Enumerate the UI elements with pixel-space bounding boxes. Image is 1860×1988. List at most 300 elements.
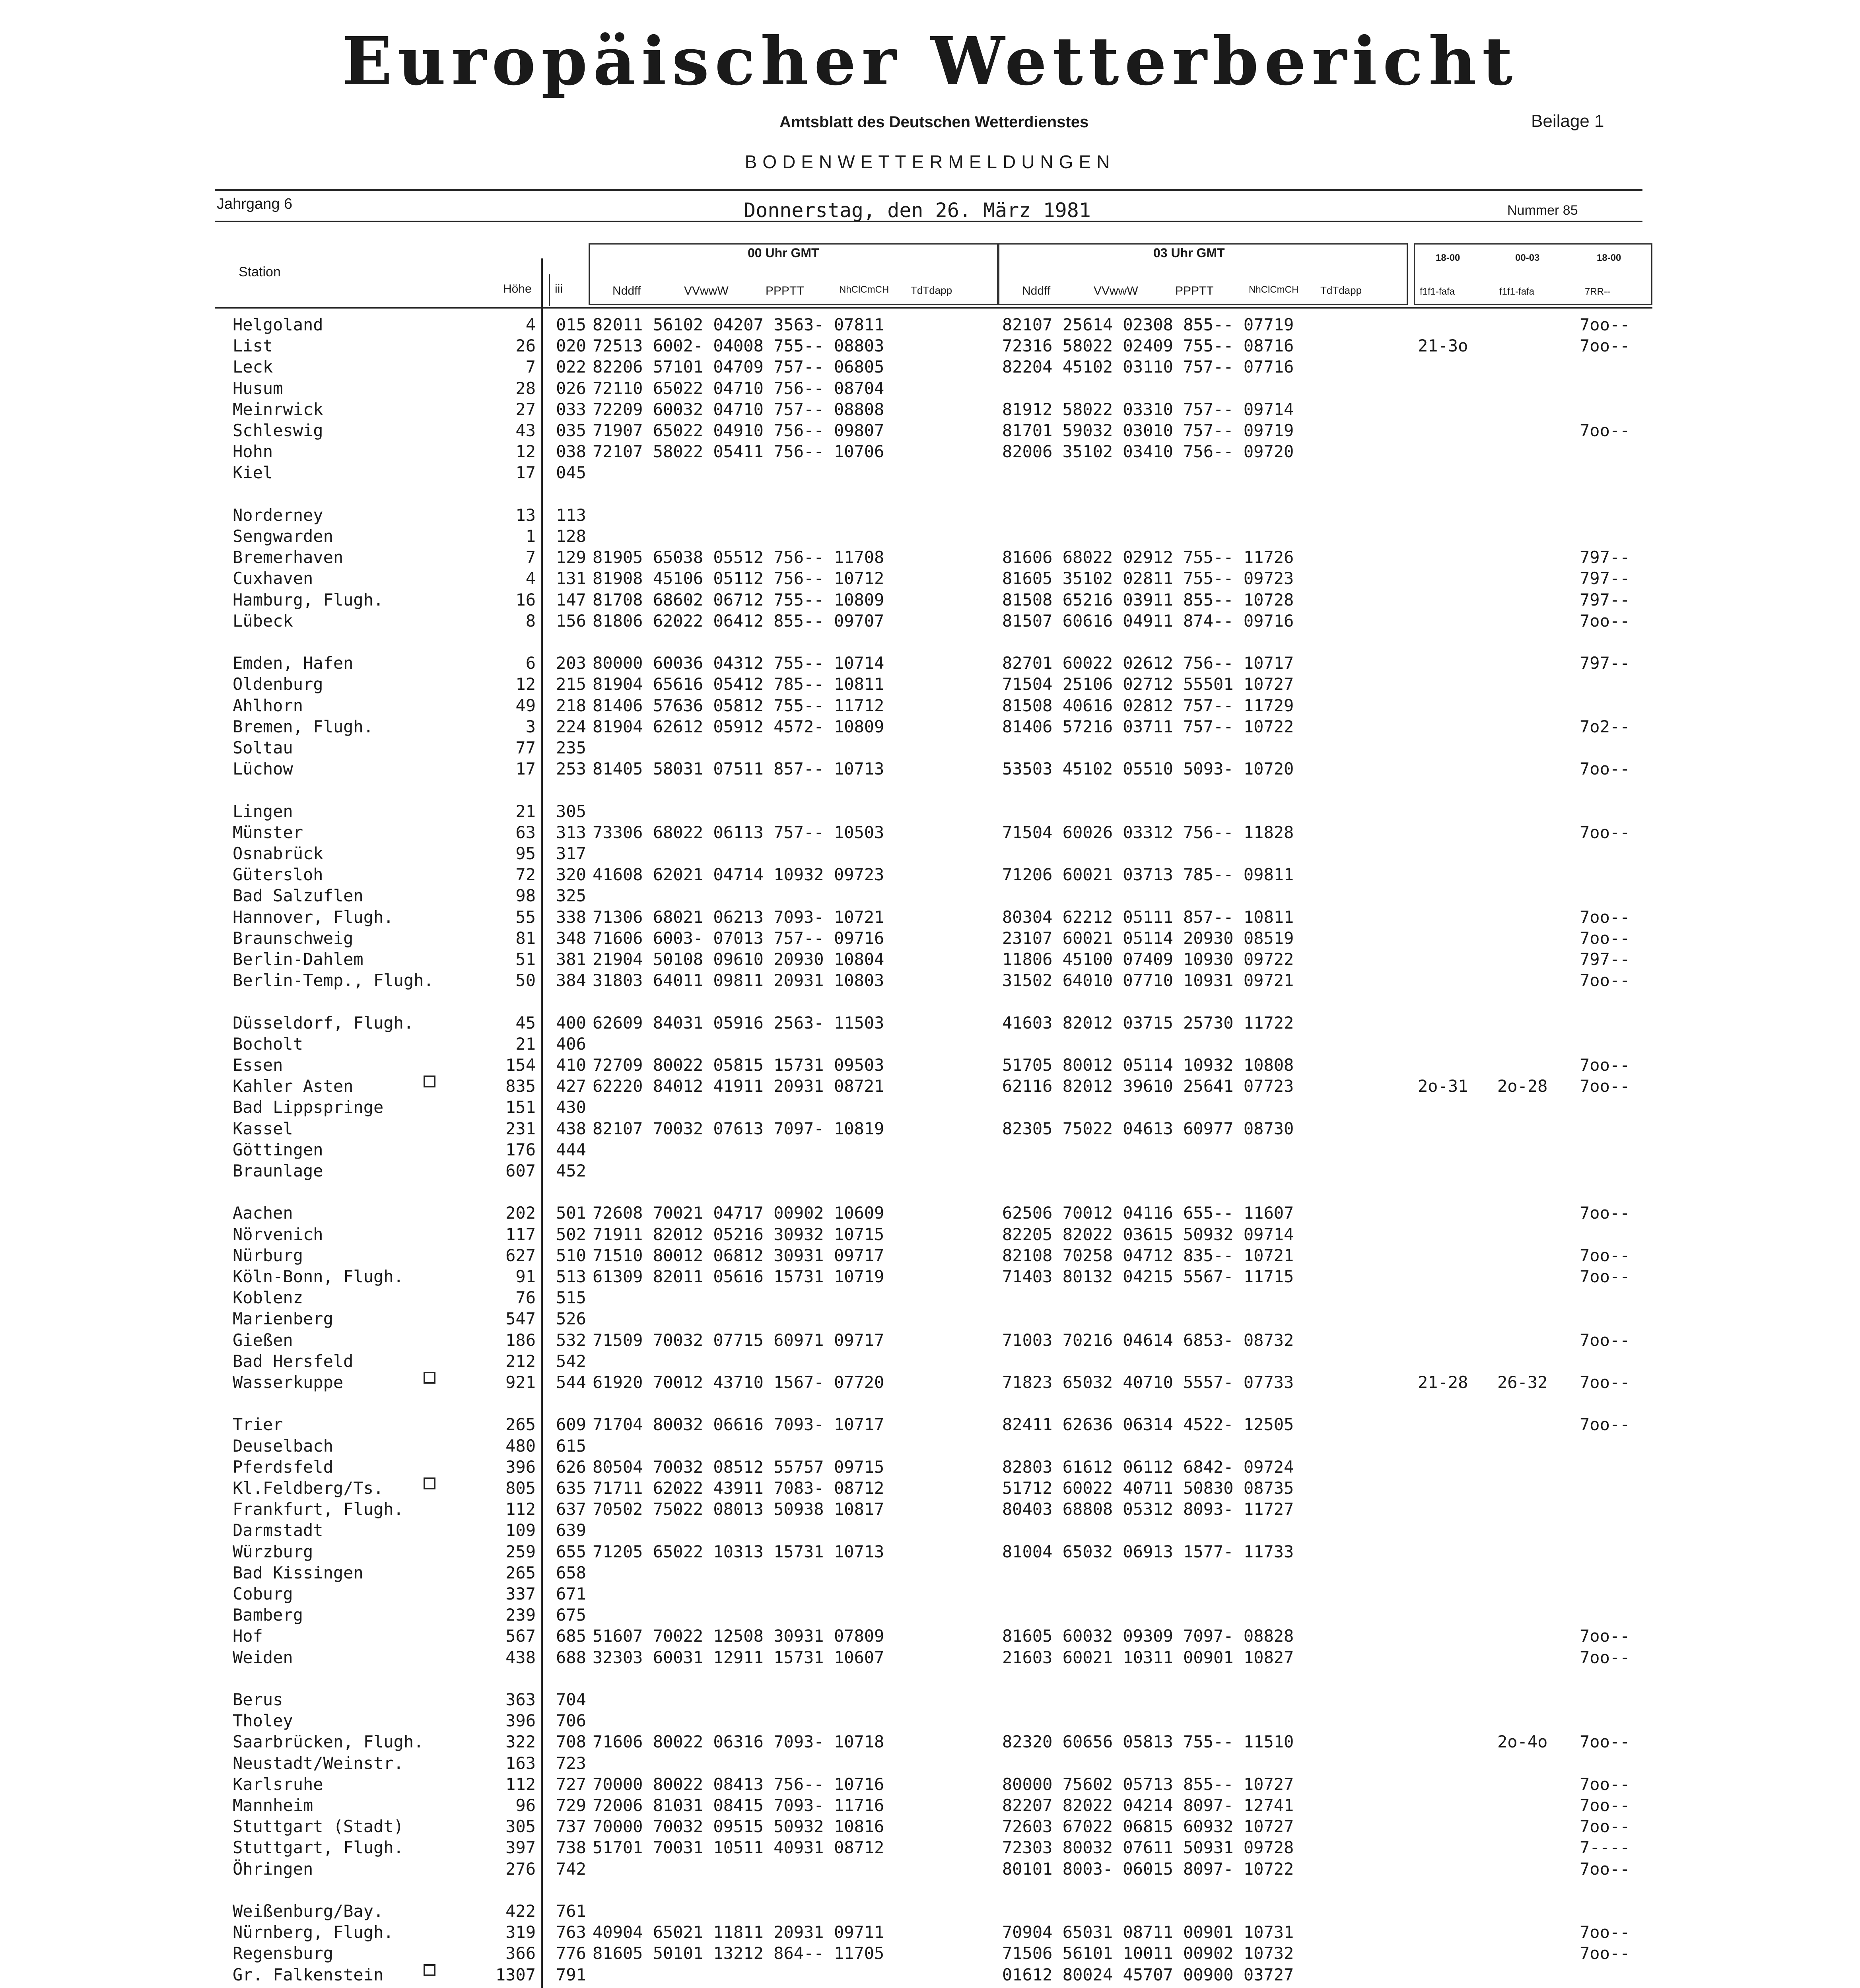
station-name: Kiel bbox=[233, 463, 273, 483]
obs-00-gmt: 81708 68602 06712 755-- 10809 bbox=[593, 590, 884, 610]
station-name: Stuttgart, Flugh. bbox=[233, 1838, 404, 1858]
station-index: 410 bbox=[556, 1055, 586, 1075]
station-name: Lingen bbox=[233, 801, 293, 821]
g00-col-ppptt: PPPTT bbox=[766, 284, 804, 297]
station-name: Braunlage bbox=[233, 1161, 323, 1180]
table-row bbox=[0, 907, 1860, 928]
table-row bbox=[0, 441, 1860, 462]
station-height: 12 bbox=[515, 442, 536, 462]
hoehe-divider bbox=[549, 274, 550, 306]
table-row bbox=[0, 758, 1860, 779]
obs-03-gmt: 72603 67022 06815 60932 10727 bbox=[1002, 1817, 1294, 1837]
precip-18-00: 7oo-- bbox=[1580, 1267, 1630, 1286]
station-height: 438 bbox=[505, 1647, 536, 1667]
station-name: Düsseldorf, Flugh. bbox=[233, 1013, 414, 1033]
obs-03-gmt: 11806 45100 07409 10930 09722 bbox=[1002, 949, 1294, 969]
precip-18-00: 7oo-- bbox=[1580, 421, 1630, 440]
station-height: 921 bbox=[505, 1373, 536, 1392]
table-row bbox=[0, 652, 1860, 674]
obs-00-gmt: 81908 45106 05112 756-- 10712 bbox=[593, 569, 884, 588]
precip-18-00: 7oo-- bbox=[1580, 336, 1630, 356]
obs-03-gmt: 71003 70216 04614 6853- 08732 bbox=[1002, 1330, 1294, 1350]
station-height: 49 bbox=[515, 695, 536, 715]
station-height: 4 bbox=[525, 569, 536, 588]
table-row bbox=[0, 1689, 1860, 1710]
station-height: 422 bbox=[505, 1901, 536, 1921]
station-name: Lüchow bbox=[233, 759, 293, 779]
station-name: Darmstadt bbox=[233, 1520, 323, 1540]
obs-03-gmt: 71506 56101 10011 00902 10732 bbox=[1002, 1943, 1294, 1963]
station-height: 231 bbox=[505, 1118, 536, 1138]
station-index: 430 bbox=[556, 1097, 586, 1117]
station-name: Emden, Hafen bbox=[233, 653, 354, 673]
station-name: Neustadt/Weinstr. bbox=[233, 1753, 404, 1773]
gust-18-00: 2o-31 bbox=[1418, 1076, 1468, 1096]
station-height: 8 bbox=[525, 611, 536, 631]
station-index: 526 bbox=[556, 1309, 586, 1329]
empty-square-icon bbox=[424, 1372, 435, 1384]
station-height: 567 bbox=[505, 1626, 536, 1646]
station-name: Soltau bbox=[233, 738, 293, 757]
obs-03-gmt: 81508 40616 02812 757-- 11729 bbox=[1002, 695, 1294, 715]
table-row bbox=[0, 1224, 1860, 1245]
obs-03-gmt: 82207 82022 04214 8097- 12741 bbox=[1002, 1796, 1294, 1815]
table-row bbox=[0, 885, 1860, 906]
station-index: 038 bbox=[556, 442, 586, 462]
station-height: 151 bbox=[505, 1097, 536, 1117]
station-index: 400 bbox=[556, 1013, 586, 1033]
station-index: 532 bbox=[556, 1330, 586, 1350]
station-name: Hannover, Flugh. bbox=[233, 907, 394, 927]
station-index: 406 bbox=[556, 1034, 586, 1054]
table-row bbox=[0, 1097, 1860, 1118]
jahrgang-label: Jahrgang 6 bbox=[217, 196, 293, 212]
station-name: Öhringen bbox=[233, 1859, 313, 1879]
obs-00-gmt: 41608 62021 04714 10932 09723 bbox=[593, 865, 884, 885]
obs-03-gmt: 71504 25106 02712 55501 10727 bbox=[1002, 674, 1294, 694]
table-row bbox=[0, 695, 1860, 716]
station-height: 366 bbox=[505, 1943, 536, 1963]
station-name: Leck bbox=[233, 357, 273, 377]
station-name: Hamburg, Flugh. bbox=[233, 590, 384, 610]
station-index: 020 bbox=[556, 336, 586, 356]
obs-03-gmt: 82803 61612 06112 6842- 09724 bbox=[1002, 1457, 1294, 1477]
station-height: 259 bbox=[505, 1541, 536, 1561]
station-name: Göttingen bbox=[233, 1140, 323, 1159]
station-height: 322 bbox=[505, 1732, 536, 1752]
station-index: 438 bbox=[556, 1118, 586, 1138]
obs-03-gmt: 81606 68022 02912 755-- 11726 bbox=[1002, 547, 1294, 567]
table-row bbox=[0, 1033, 1860, 1054]
obs-03-gmt: 82006 35102 03410 756-- 09720 bbox=[1002, 442, 1294, 462]
station-name: Nürnberg, Flugh. bbox=[233, 1922, 394, 1942]
obs-00-gmt: 31803 64011 09811 20931 10803 bbox=[593, 971, 884, 990]
station-name: Sengwarden bbox=[233, 526, 333, 546]
obs-03-gmt: 71504 60026 03312 756-- 11828 bbox=[1002, 822, 1294, 842]
top-rule bbox=[215, 189, 1642, 191]
table-row bbox=[0, 356, 1860, 377]
table-row bbox=[0, 1012, 1860, 1033]
table-row bbox=[0, 1499, 1860, 1520]
station-name: Berlin-Dahlem bbox=[233, 949, 363, 969]
station-index: 671 bbox=[556, 1584, 586, 1604]
precip-18-00: 7oo-- bbox=[1580, 1796, 1630, 1815]
station-height: 607 bbox=[505, 1161, 536, 1180]
station-height: 265 bbox=[505, 1563, 536, 1582]
extra-col2-top: 00-03 bbox=[1515, 252, 1540, 263]
station-height: 154 bbox=[505, 1055, 536, 1075]
station-index: 776 bbox=[556, 1943, 586, 1963]
precip-18-00: 7oo-- bbox=[1580, 1943, 1630, 1963]
obs-03-gmt: 51712 60022 40711 50830 08735 bbox=[1002, 1478, 1294, 1498]
station-height: 163 bbox=[505, 1753, 536, 1773]
table-row bbox=[0, 378, 1860, 399]
station-height: 51 bbox=[515, 949, 536, 969]
station-name: Bad Salzuflen bbox=[233, 886, 363, 906]
station-index: 685 bbox=[556, 1626, 586, 1646]
precip-18-00: 7oo-- bbox=[1580, 1732, 1630, 1752]
station-height: 28 bbox=[515, 378, 536, 398]
obs-03-gmt: 82107 25614 02308 855-- 07719 bbox=[1002, 315, 1294, 334]
station-index: 218 bbox=[556, 695, 586, 715]
station-name: Hohn bbox=[233, 442, 273, 462]
gust-18-00: 21-28 bbox=[1418, 1373, 1468, 1392]
station-height: 45 bbox=[515, 1013, 536, 1033]
group03-header: 03 Uhr GMT bbox=[1153, 246, 1225, 260]
gust-00-03: 26-32 bbox=[1497, 1373, 1548, 1392]
station-height: 337 bbox=[505, 1584, 536, 1604]
obs-00-gmt: 72209 60032 04710 757-- 08808 bbox=[593, 399, 884, 419]
extra-col1-sub: f1f1-fafa bbox=[1420, 286, 1455, 297]
station-name: Essen bbox=[233, 1055, 283, 1075]
station-height: 17 bbox=[515, 759, 536, 779]
station-height: 81 bbox=[515, 928, 536, 948]
station-index: 708 bbox=[556, 1732, 586, 1752]
station-height: 835 bbox=[505, 1076, 536, 1096]
station-name: Kassel bbox=[233, 1118, 293, 1138]
table-row bbox=[0, 716, 1860, 737]
station-index: 609 bbox=[556, 1415, 586, 1435]
station-height: 17 bbox=[515, 463, 536, 483]
station-height: 50 bbox=[515, 971, 536, 990]
obs-03-gmt: 82320 60656 05813 755-- 11510 bbox=[1002, 1732, 1294, 1752]
station-height: 16 bbox=[515, 590, 536, 610]
station-height: 202 bbox=[505, 1203, 536, 1223]
station-name: Hof bbox=[233, 1626, 263, 1646]
header-rule bbox=[215, 307, 1652, 309]
gust-18-00: 21-3o bbox=[1418, 336, 1468, 356]
obs-03-gmt: 81701 59032 03010 757-- 09719 bbox=[1002, 421, 1294, 440]
precip-18-00: 7oo-- bbox=[1580, 1055, 1630, 1075]
obs-00-gmt: 73306 68022 06113 757-- 10503 bbox=[593, 822, 884, 842]
obs-03-gmt: 81605 35102 02811 755-- 09723 bbox=[1002, 569, 1294, 588]
station-name: List bbox=[233, 336, 273, 356]
station-height: 396 bbox=[505, 1711, 536, 1731]
g00-col-nddff: Nddff bbox=[612, 284, 641, 297]
station-index: 033 bbox=[556, 399, 586, 419]
table-row bbox=[0, 1202, 1860, 1223]
station-index: 658 bbox=[556, 1563, 586, 1582]
station-name: Karlsruhe bbox=[233, 1774, 323, 1794]
obs-00-gmt: 81905 65038 05512 756-- 11708 bbox=[593, 547, 884, 567]
table-row bbox=[0, 1456, 1860, 1477]
empty-square-icon bbox=[424, 1076, 435, 1087]
station-index: 147 bbox=[556, 590, 586, 610]
station-index: 215 bbox=[556, 674, 586, 694]
gust-00-03: 2o-4o bbox=[1497, 1732, 1548, 1752]
station-height: 117 bbox=[505, 1224, 536, 1244]
precip-18-00: 7oo-- bbox=[1580, 971, 1630, 990]
table-row bbox=[0, 462, 1860, 483]
station-index: 035 bbox=[556, 421, 586, 440]
precip-18-00: 797-- bbox=[1580, 590, 1630, 610]
date-label: Donnerstag, den 26. März 1981 bbox=[744, 199, 1091, 222]
station-name: Lübeck bbox=[233, 611, 293, 631]
station-height: 176 bbox=[505, 1140, 536, 1159]
station-height: 276 bbox=[505, 1859, 536, 1879]
obs-03-gmt: 72316 58022 02409 755-- 08716 bbox=[1002, 336, 1294, 356]
station-index: 235 bbox=[556, 738, 586, 757]
obs-03-gmt: 81508 65216 03911 855-- 10728 bbox=[1002, 590, 1294, 610]
obs-03-gmt: 62506 70012 04116 655-- 11607 bbox=[1002, 1203, 1294, 1223]
station-name: Weißenburg/Bay. bbox=[233, 1901, 384, 1921]
precip-18-00: 7oo-- bbox=[1580, 1922, 1630, 1942]
table-row bbox=[0, 547, 1860, 568]
obs-00-gmt: 71306 68021 06213 7093- 10721 bbox=[593, 907, 884, 927]
precip-18-00: 7oo-- bbox=[1580, 1817, 1630, 1837]
table-row bbox=[0, 1245, 1860, 1266]
obs-00-gmt: 81806 62022 06412 855-- 09707 bbox=[593, 611, 884, 631]
station-index: 706 bbox=[556, 1711, 586, 1731]
station-header: Station bbox=[239, 264, 281, 280]
precip-18-00: 7oo-- bbox=[1580, 1373, 1630, 1392]
station-index: 203 bbox=[556, 653, 586, 673]
obs-00-gmt: 70502 75022 08013 50938 10817 bbox=[593, 1499, 884, 1519]
obs-03-gmt: 82204 45102 03110 757-- 07716 bbox=[1002, 357, 1294, 377]
station-index: 305 bbox=[556, 801, 586, 821]
table-row bbox=[0, 399, 1860, 420]
table-row bbox=[0, 1922, 1860, 1943]
station-height: 363 bbox=[505, 1690, 536, 1709]
obs-03-gmt: 81004 65032 06913 1577- 11733 bbox=[1002, 1541, 1294, 1561]
obs-03-gmt: 21603 60021 10311 00901 10827 bbox=[1002, 1647, 1294, 1667]
station-name: Frankfurt, Flugh. bbox=[233, 1499, 404, 1519]
obs-03-gmt: 81912 58022 03310 757-- 09714 bbox=[1002, 399, 1294, 419]
obs-00-gmt: 62609 84031 05916 2563- 11503 bbox=[593, 1013, 884, 1033]
table-row bbox=[0, 1837, 1860, 1858]
station-height: 77 bbox=[515, 738, 536, 757]
station-name: Ahlhorn bbox=[233, 695, 303, 715]
subtitle: Amtsblatt des Deutschen Wetterdienstes bbox=[779, 113, 1089, 131]
precip-18-00: 7oo-- bbox=[1580, 1859, 1630, 1879]
station-name: Berus bbox=[233, 1690, 283, 1709]
station-index: 738 bbox=[556, 1838, 586, 1858]
table-row bbox=[0, 1287, 1860, 1308]
obs-03-gmt: 71823 65032 40710 5557- 07733 bbox=[1002, 1373, 1294, 1392]
station-index: 742 bbox=[556, 1859, 586, 1879]
issue-number: Nummer 85 bbox=[1507, 203, 1578, 218]
table-row bbox=[0, 1753, 1860, 1774]
obs-00-gmt: 71509 70032 07715 60971 09717 bbox=[593, 1330, 884, 1350]
table-row bbox=[0, 1604, 1860, 1625]
station-height: 96 bbox=[515, 1796, 536, 1815]
obs-00-gmt: 72110 65022 04710 756-- 08704 bbox=[593, 378, 884, 398]
precip-18-00: 7oo-- bbox=[1580, 1415, 1630, 1435]
station-index: 128 bbox=[556, 526, 586, 546]
precip-18-00: 7oo-- bbox=[1580, 1774, 1630, 1794]
station-index: 313 bbox=[556, 822, 586, 842]
obs-03-gmt: 71403 80132 04215 5567- 11715 bbox=[1002, 1267, 1294, 1286]
obs-00-gmt: 71510 80012 06812 30931 09717 bbox=[593, 1245, 884, 1265]
station-height: 480 bbox=[505, 1436, 536, 1456]
precip-18-00: 797-- bbox=[1580, 547, 1630, 567]
obs-00-gmt: 72709 80022 05815 15731 09503 bbox=[593, 1055, 884, 1075]
obs-00-gmt: 72107 58022 05411 756-- 10706 bbox=[593, 442, 884, 462]
station-height: 13 bbox=[515, 505, 536, 525]
obs-00-gmt: 32303 60031 12911 15731 10607 bbox=[593, 1647, 884, 1667]
table-row bbox=[0, 864, 1860, 885]
table-row bbox=[0, 801, 1860, 822]
obs-03-gmt: 23107 60021 05114 20930 08519 bbox=[1002, 928, 1294, 948]
station-name: Norderney bbox=[233, 505, 323, 525]
obs-03-gmt: 81605 60032 09309 7097- 08828 bbox=[1002, 1626, 1294, 1646]
station-index: 544 bbox=[556, 1373, 586, 1392]
station-height: 91 bbox=[515, 1267, 536, 1286]
table-row bbox=[0, 737, 1860, 758]
station-index: 510 bbox=[556, 1245, 586, 1265]
table-row bbox=[0, 1139, 1860, 1160]
station-index: 675 bbox=[556, 1605, 586, 1625]
station-index: 452 bbox=[556, 1161, 586, 1180]
station-index: 791 bbox=[556, 1965, 586, 1984]
station-height: 26 bbox=[515, 336, 536, 356]
station-index: 026 bbox=[556, 378, 586, 398]
station-index: 615 bbox=[556, 1436, 586, 1456]
table-row bbox=[0, 970, 1860, 991]
obs-03-gmt: 82305 75022 04613 60977 08730 bbox=[1002, 1118, 1294, 1138]
table-row bbox=[0, 589, 1860, 610]
obs-00-gmt: 71704 80032 06616 7093- 10717 bbox=[593, 1415, 884, 1435]
station-height: 239 bbox=[505, 1605, 536, 1625]
obs-00-gmt: 81605 50101 13212 864-- 11705 bbox=[593, 1943, 884, 1963]
station-height: 1307 bbox=[495, 1965, 536, 1984]
table-row bbox=[0, 1647, 1860, 1668]
precip-18-00: 7oo-- bbox=[1580, 907, 1630, 927]
g03-col-ppptt: PPPTT bbox=[1175, 284, 1214, 297]
station-index: 542 bbox=[556, 1351, 586, 1371]
station-name: Wasserkuppe bbox=[233, 1373, 344, 1392]
station-height: 21 bbox=[515, 801, 536, 821]
station-index: 022 bbox=[556, 357, 586, 377]
station-index: 704 bbox=[556, 1690, 586, 1709]
station-index: 761 bbox=[556, 1901, 586, 1921]
station-height: 1 bbox=[525, 526, 536, 546]
precip-18-00: 7oo-- bbox=[1580, 315, 1630, 334]
station-index: 763 bbox=[556, 1922, 586, 1942]
table-row bbox=[0, 1816, 1860, 1837]
table-row bbox=[0, 568, 1860, 589]
station-name: Münster bbox=[233, 822, 303, 842]
obs-00-gmt: 71606 80022 06316 7093- 10718 bbox=[593, 1732, 884, 1752]
station-index: 427 bbox=[556, 1076, 586, 1096]
g00-col-vvwww: VVwwW bbox=[684, 284, 729, 297]
station-index: 515 bbox=[556, 1288, 586, 1308]
station-index: 129 bbox=[556, 547, 586, 567]
precip-18-00: 7oo-- bbox=[1580, 1076, 1630, 1096]
obs-03-gmt: 53503 45102 05510 5093- 10720 bbox=[1002, 759, 1294, 779]
station-index: 502 bbox=[556, 1224, 586, 1244]
obs-00-gmt: 71205 65022 10313 15731 10713 bbox=[593, 1541, 884, 1561]
station-index: 513 bbox=[556, 1267, 586, 1286]
g00-col-clouds: NhClCmCH bbox=[839, 284, 889, 295]
station-index: 381 bbox=[556, 949, 586, 969]
station-name: Würzburg bbox=[233, 1541, 313, 1561]
obs-00-gmt: 72513 6002- 04008 755-- 08803 bbox=[593, 336, 884, 356]
station-index: 727 bbox=[556, 1774, 586, 1794]
station-index: 723 bbox=[556, 1753, 586, 1773]
page-title: Europäischer Wetterbericht bbox=[342, 23, 1518, 100]
obs-03-gmt: 70904 65031 08711 00901 10731 bbox=[1002, 1922, 1294, 1942]
station-name: Gütersloh bbox=[233, 865, 323, 885]
obs-03-gmt: 80403 68808 05312 8093- 11727 bbox=[1002, 1499, 1294, 1519]
obs-03-gmt: 81507 60616 04911 874-- 09716 bbox=[1002, 611, 1294, 631]
obs-00-gmt: 71911 82012 05216 30932 10715 bbox=[593, 1224, 884, 1244]
station-index: 729 bbox=[556, 1796, 586, 1815]
extra-col2-sub: f1f1-fafa bbox=[1499, 286, 1535, 297]
station-name: Tholey bbox=[233, 1711, 293, 1731]
obs-03-gmt: 82108 70258 04712 835-- 10721 bbox=[1002, 1245, 1294, 1265]
station-name: Regensburg bbox=[233, 1943, 333, 1963]
obs-00-gmt: 81904 62612 05912 4572- 10809 bbox=[593, 716, 884, 736]
station-height: 112 bbox=[505, 1499, 536, 1519]
station-name: Oldenburg bbox=[233, 674, 323, 694]
table-row bbox=[0, 1435, 1860, 1456]
station-name: Schleswig bbox=[233, 421, 323, 440]
station-height: 98 bbox=[515, 886, 536, 906]
station-name: Bad Lippspringe bbox=[233, 1097, 384, 1117]
precip-18-00: 797-- bbox=[1580, 653, 1630, 673]
table-row bbox=[0, 843, 1860, 864]
station-index: 384 bbox=[556, 971, 586, 990]
table-row bbox=[0, 1795, 1860, 1816]
table-row bbox=[0, 822, 1860, 843]
table-row bbox=[0, 1541, 1860, 1562]
table-row bbox=[0, 1562, 1860, 1583]
station-index: 501 bbox=[556, 1203, 586, 1223]
station-name: Kahler Asten bbox=[233, 1076, 354, 1096]
station-name: Kl.Feldberg/Ts. bbox=[233, 1478, 384, 1498]
obs-03-gmt: 62116 82012 39610 25641 07723 bbox=[1002, 1076, 1294, 1096]
station-index: 639 bbox=[556, 1520, 586, 1540]
obs-00-gmt: 81406 57636 05812 755-- 11712 bbox=[593, 695, 884, 715]
station-name: Bremen, Flugh. bbox=[233, 716, 374, 736]
station-height: 265 bbox=[505, 1415, 536, 1435]
obs-03-gmt: 82205 82022 03615 50932 09714 bbox=[1002, 1224, 1294, 1244]
precip-18-00: 7oo-- bbox=[1580, 928, 1630, 948]
obs-00-gmt: 51607 70022 12508 30931 07809 bbox=[593, 1626, 884, 1646]
obs-00-gmt: 51701 70031 10511 40931 08712 bbox=[593, 1838, 884, 1858]
g03-col-nddff: Nddff bbox=[1022, 284, 1051, 297]
station-name: Nürburg bbox=[233, 1245, 303, 1265]
table-row bbox=[0, 1372, 1860, 1393]
station-height: 212 bbox=[505, 1351, 536, 1371]
precip-18-00: 7o2-- bbox=[1580, 716, 1630, 736]
table-row bbox=[0, 674, 1860, 695]
station-index: 113 bbox=[556, 505, 586, 525]
obs-03-gmt: 82701 60022 02612 756-- 10717 bbox=[1002, 653, 1294, 673]
station-height: 72 bbox=[515, 865, 536, 885]
station-height: 627 bbox=[505, 1245, 536, 1265]
